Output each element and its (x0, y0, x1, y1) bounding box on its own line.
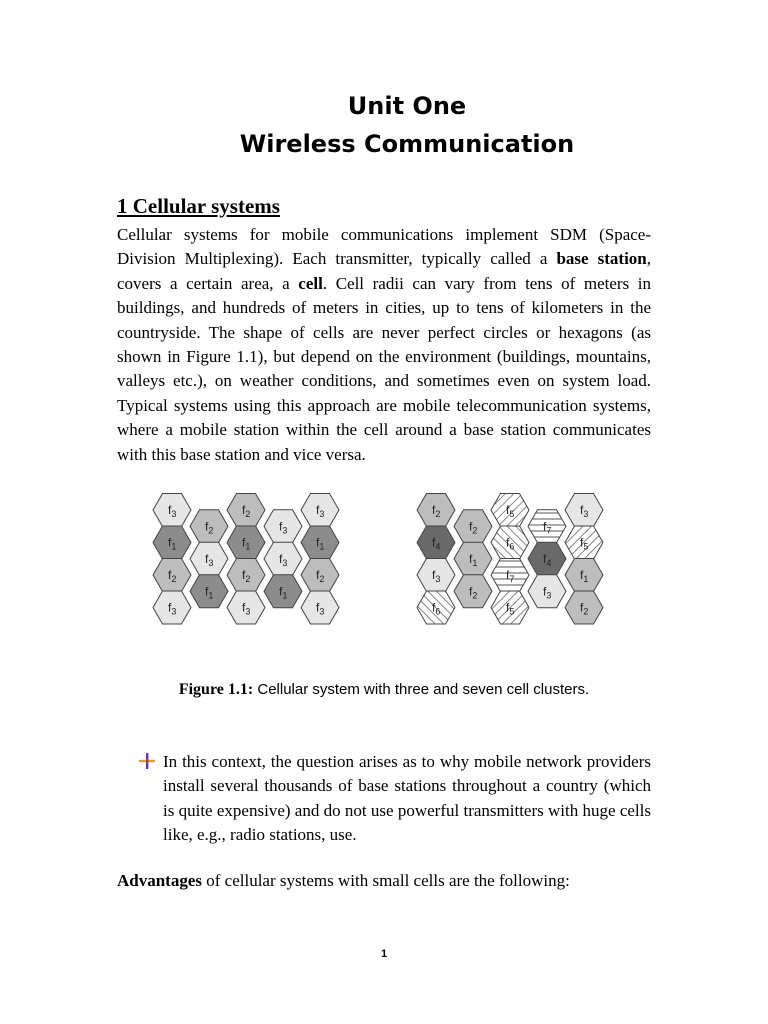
figure-caption-label: Figure 1.1: (178, 681, 254, 698)
cell-label: $f_3$ (543, 584, 552, 601)
cell-label: $f_5$ (506, 503, 515, 519)
cell-label: $f_4$ (432, 535, 441, 552)
cell-label: $f_1$ (242, 535, 251, 552)
cell-label: $f_3$ (279, 551, 288, 568)
page-number: 1 (380, 948, 388, 960)
section-heading: 1 Cellular systems (117, 194, 280, 218)
advantages-line (117, 871, 570, 891)
cell-label: $f_1$ (316, 535, 325, 552)
cell-label: $f_3$ (168, 600, 177, 617)
unit-title: Unit One (347, 92, 467, 120)
cell-label: $f_3$ (242, 600, 251, 617)
context-bullet: In this context, the question arises as to why mobile network providers install several thousands of base stations throughout a country (which is quite expensive) and do not use powerful transmitters with huge cells like, e.g., radio stations, use. (163, 752, 651, 845)
intro-paragraph (117, 223, 651, 467)
cell-label: $f_3$ (432, 568, 441, 584)
cell-label: $f_5$ (580, 535, 589, 552)
cell-label: $f_6$ (506, 535, 515, 552)
cell-label: $f_7$ (543, 519, 552, 536)
cell-label: $f_3$ (316, 503, 325, 519)
cell-label: $f_2$ (316, 568, 325, 584)
cell-label: $f_1$ (205, 584, 214, 601)
cell-label: $f_3$ (316, 600, 325, 617)
cell-label: $f_4$ (543, 551, 552, 568)
advantages-text: of cellular systems with small cells are the following: (202, 871, 570, 890)
cell-label: $f_2$ (242, 503, 251, 519)
cell-label: $f_3$ (168, 503, 177, 519)
cell-label: $f_1$ (469, 551, 478, 568)
figure-caption-text: Cellular system with three and seven cell clusters. (253, 681, 590, 698)
cell-label: $f_1$ (279, 584, 288, 601)
paragraph-text-1: Cellular systems for mobile communications implement SDM (Space-Division Multiplexing). Each transmitter, typically called a (117, 225, 651, 269)
advantages-label: Advantages (117, 871, 203, 890)
term-base-station: base station (556, 249, 647, 269)
cell-label: $f_2$ (168, 568, 177, 584)
cell-label: $f_3$ (580, 503, 589, 519)
paragraph-text-2: , covers a certain area, a (117, 249, 651, 293)
document-title: Wireless Communication (239, 130, 575, 158)
cell-label: $f_2$ (469, 584, 478, 601)
cell-label: $f_2$ (205, 519, 214, 536)
cell-label: $f_7$ (506, 568, 515, 584)
paragraph-text-3: . Cell radii can vary from tens of meters in buildings, and hundreds of meters in cities, up to tens of kilometers in the countryside. The shape of cells are never perfect circles or hexagons (as shown in Figure 1.1), but depend on the environment (buildings, mountains, valleys etc.), on weather conditions, and sometimes even on system load. Typical systems using this approach are mobile telecommunication systems, where a mobile station within the cell around a base station communicates with this base station and vice versa. (117, 273, 651, 464)
cell-label: $f_2$ (432, 503, 441, 519)
three-cell-cluster (153, 494, 339, 625)
cellular-clusters-figure (150, 492, 620, 662)
cell-label: $f_2$ (469, 519, 478, 536)
cell-label: $f_3$ (279, 519, 288, 536)
pin-bullet-icon (138, 752, 156, 770)
term-cell: cell (298, 273, 323, 293)
cell-label: $f_6$ (432, 600, 441, 617)
cell-label: $f_3$ (205, 551, 214, 568)
seven-cell-cluster (417, 494, 603, 625)
cell-label: $f_2$ (580, 600, 589, 617)
cell-label: $f_1$ (168, 535, 177, 552)
cell-label: $f_2$ (242, 568, 251, 584)
cell-label: $f_1$ (580, 568, 589, 584)
figure-caption (0, 681, 768, 699)
cell-label: $f_5$ (506, 600, 515, 617)
